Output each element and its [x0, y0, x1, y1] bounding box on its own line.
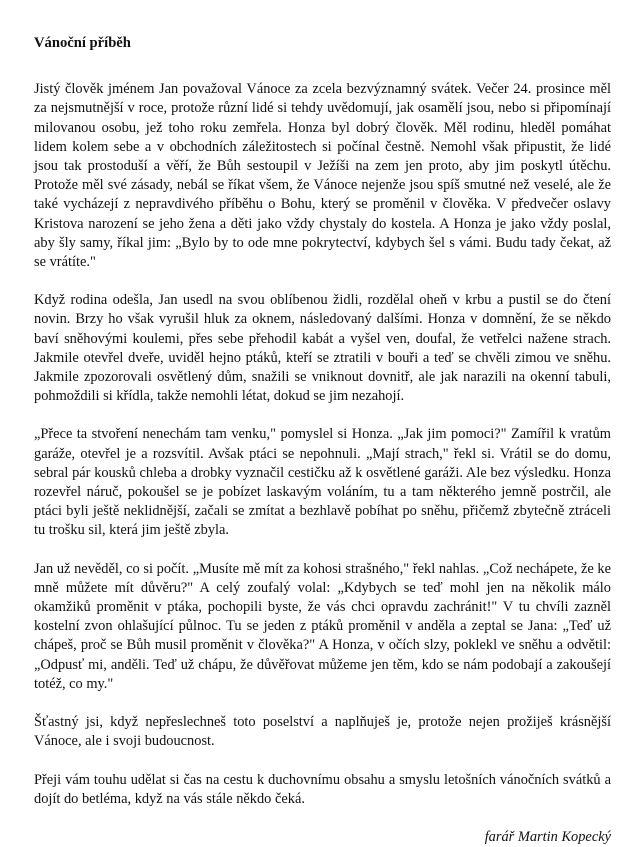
paragraph-5: Šťastný jsi, když nepřeslechneš toto poselství a naplňuješ je, protože nejen prožiješ krásnější Vánoce, ale i svoji budoucnost. — [34, 714, 611, 750]
paragraph-6: Přeji vám touhu udělat si čas na cestu k duchovnímu obsahu a smyslu letošních vánočních svátků a dojít do betléma, když na vás stále někdo čeká. — [34, 771, 611, 807]
paragraph-3: „Přece ta stvoření nenechám tam venku," pomyslel si Honza. „Jak jim pomoci?" Zamířil k vratům garáže, otevřel je a rozsvítil. Avšak ptáci se nepohnuli. „Mají strach," řekl si. Vrátil se do domu, sebral pár kousků chleba a drobky vyznačil cestičku až k osvětlené garáži. Ale bez výsledku. Honza rozevřel náruč, pokoušel se je pobízet laskavým voláním, tu a tam některého jemně postrčil, ale ptáci byli ještě neklidnější, začali se zmítat a bezhlavě pobíhat po sněhu, přičemž zbytečně ztráceli tu trošku sil, která jim ještě zbyla. — [34, 426, 611, 539]
page-title: Vánoční příběh — [34, 35, 131, 51]
paragraph-1: Jistý člověk jménem Jan považoval Vánoce za zcela bezvýznamný svátek. Večer 24. prosince měl za nejsmutnější v roce, protože různí lidé si tehdy uvědomují, jak osamělí jsou, nebo si připomínají milovanou osobu, jež toho roku zemřela. Honza byl dobrý člověk. Měl rodinu, hleděl pomáhat lidem kolem sebe a v obchodních záležitostech si počínal čestně. Nemohl však připustit, že lidé jsou tak prostoduší a věří, že Bůh sestoupil v Ježíši na zem jen proto, aby jim poskytl útěchu. Protože měl své zásady, nebál se říkat všem, že Vánoce nejenže jsou spíš smutné než veselé, ale že také vycházejí z nepravdivého příběhu o Bohu, který se proměnil v člověka. V předvečer oslavy Kristova narození se jeho žena a děti jako vždy chystaly do kostela. A Honza je jako vždy poslal, aby šly samy, říkal jim: „Bylo by to ode mne pokrytectví, kdybych šel s vámi. Budu tady čekat, až se vrátíte." — [34, 81, 611, 271]
paragraph-2: Když rodina odešla, Jan usedl na svou oblíbenou židli, rozdělal oheň v krbu a pustil se do čtení novin. Brzy ho však vyrušil hluk za oknem, následovaný dalšími. Honza v domnění, že se někdo baví sněhovými koulemi, přes sebe přehodil kabát a vyšel ven, doufal, že vetřelci nažene strach. Jakmile otevřel dveře, uviděl hejno ptáků, kteří se ztratili v bouři a teď se chvěli zimou ve sněhu. Jakmile zpozorovali osvětlený dům, snažili se vniknout dovnitř, ale jak narazili na okenní tabuli, pohmoždili si křídla, takže nemohli létat, dokud se jim nezahojí. — [34, 292, 611, 405]
signature: farář Martin Kopecký — [484, 828, 611, 845]
letter-page — [34, 34, 611, 847]
paragraph-4: Jan už nevěděl, co si počít. „Musíte mě mít za kohosi strašného," řekl nahlas. „Což nechápete, že ke mně můžete mít důvěru?" A celý zoufalý volal: „Kdybych se teď mohl jen na několik málo okamžiků proměnit v ptáka, pochopili byste, že vás chci opravdu zachránit!" V tu chvíli zazněl kostelní zvon ohlašující půlnoc. Tu se jeden z ptáků proměnil v anděla a zeptal se Jana: „Teď už chápeš, proč se Bůh musil proměnit v člověka?" A Honza, v očích slzy, poklekl ve sněhu a odvětil: „Odpusť mi, anděli. Teď už chápu, že důvěřovat můžeme jen těm, kdo se nám podobají a zakoušejí totéž, co my." — [34, 560, 611, 692]
